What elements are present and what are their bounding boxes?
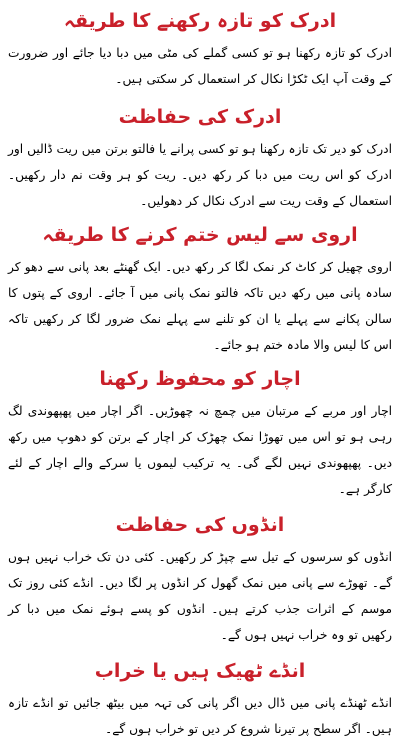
section-ginger-fresh bbox=[8, 6, 392, 92]
section-body: ادرک کو تازہ رکھنا ہو تو کسی گملے کی مٹی میں دبا دیا جائے اور ضرورت کے وقت آپ ایک ٹکڑا نکال کر استعمال کر سکتی ہیں۔ bbox=[8, 46, 392, 86]
section-body: اروی چھیل کر کاٹ کر نمک لگا کر رکھ دیں۔ ایک گھنٹے بعد پانی سے دھو کر سادہ پانی میں رکھ دیں تاکہ فالتو نمک پانی میں آ جائے۔ اروی کے پتوں کا سالن پکانے سے پہلے یا ان کو تلنے سے پہلے نمک ضرور لگا کر رکھیں تاکہ اس کا لیس والا مادہ ختم ہو جائے۔ bbox=[8, 260, 392, 352]
section-egg-protection bbox=[8, 510, 392, 648]
section-body: انڈے ٹھنڈے پانی میں ڈال دیں اگر پانی کی تہہ میں بیٹھ جائیں تو انڈے تازہ ہیں۔ اگر سطح پر تیرنا شروع کر دیں تو خراب ہوں گے۔ bbox=[8, 696, 392, 736]
section-heading: ادرک کو تازہ رکھنے کا طریقہ bbox=[63, 10, 337, 32]
section-body: ادرک کو دیر تک تازہ رکھنا ہو تو کسی پرانے یا فالتو برتن میں ریت ڈالیں اور ادرک کو اس ریت میں دبا کر رکھ دیں۔ ریت کو ہر وقت نم دار رکھیں۔ استعمال کے وقت ریت سے ادرک نکال کر دھولیں۔ bbox=[8, 142, 392, 208]
section-ginger-protection bbox=[8, 102, 392, 214]
section-pickle-preserve bbox=[8, 364, 392, 502]
section-heading: انڈوں کی حفاظت bbox=[115, 514, 285, 536]
section-heading: ادرک کی حفاظت bbox=[118, 106, 282, 128]
section-egg-check bbox=[8, 656, 392, 742]
section-heading: انڈے ٹھیک ہیں یا خراب bbox=[94, 660, 306, 682]
section-body: انڈوں کو سرسوں کے تیل سے چپڑ کر رکھیں۔ کئی دن تک خراب نہیں ہوں گے۔ تھوڑے سے پانی میں نمک گھول کر انڈوں پر لگا دیں۔ انڈے کئی روز تک موسم کے اثرات جذب کرتے ہیں۔ انڈوں کو پسے ہوئے نمک میں دبا کر رکھیں تو وہ خراب نہیں ہوں گے۔ bbox=[8, 550, 392, 642]
section-heading: اروی سے لیس ختم کرنے کا طریقہ bbox=[42, 224, 358, 246]
section-body: اچار اور مربے کے مرتبان میں چمچ نہ چھوڑیں۔ اگر اچار میں پھپھوندی لگ رہی ہو تو اس میں تھوڑا نمک چھڑک کر اچار کے برتن کو دھوپ میں رکھ دیں۔ پھپھوندی نہیں لگے گی۔ یہ ترکیب لیموں یا سرکے والے اچار کے لئے کارگر ہے۔ bbox=[8, 404, 392, 496]
section-heading: اچار کو محفوظ رکھنا bbox=[99, 368, 301, 390]
section-arvi-slime bbox=[8, 220, 392, 358]
